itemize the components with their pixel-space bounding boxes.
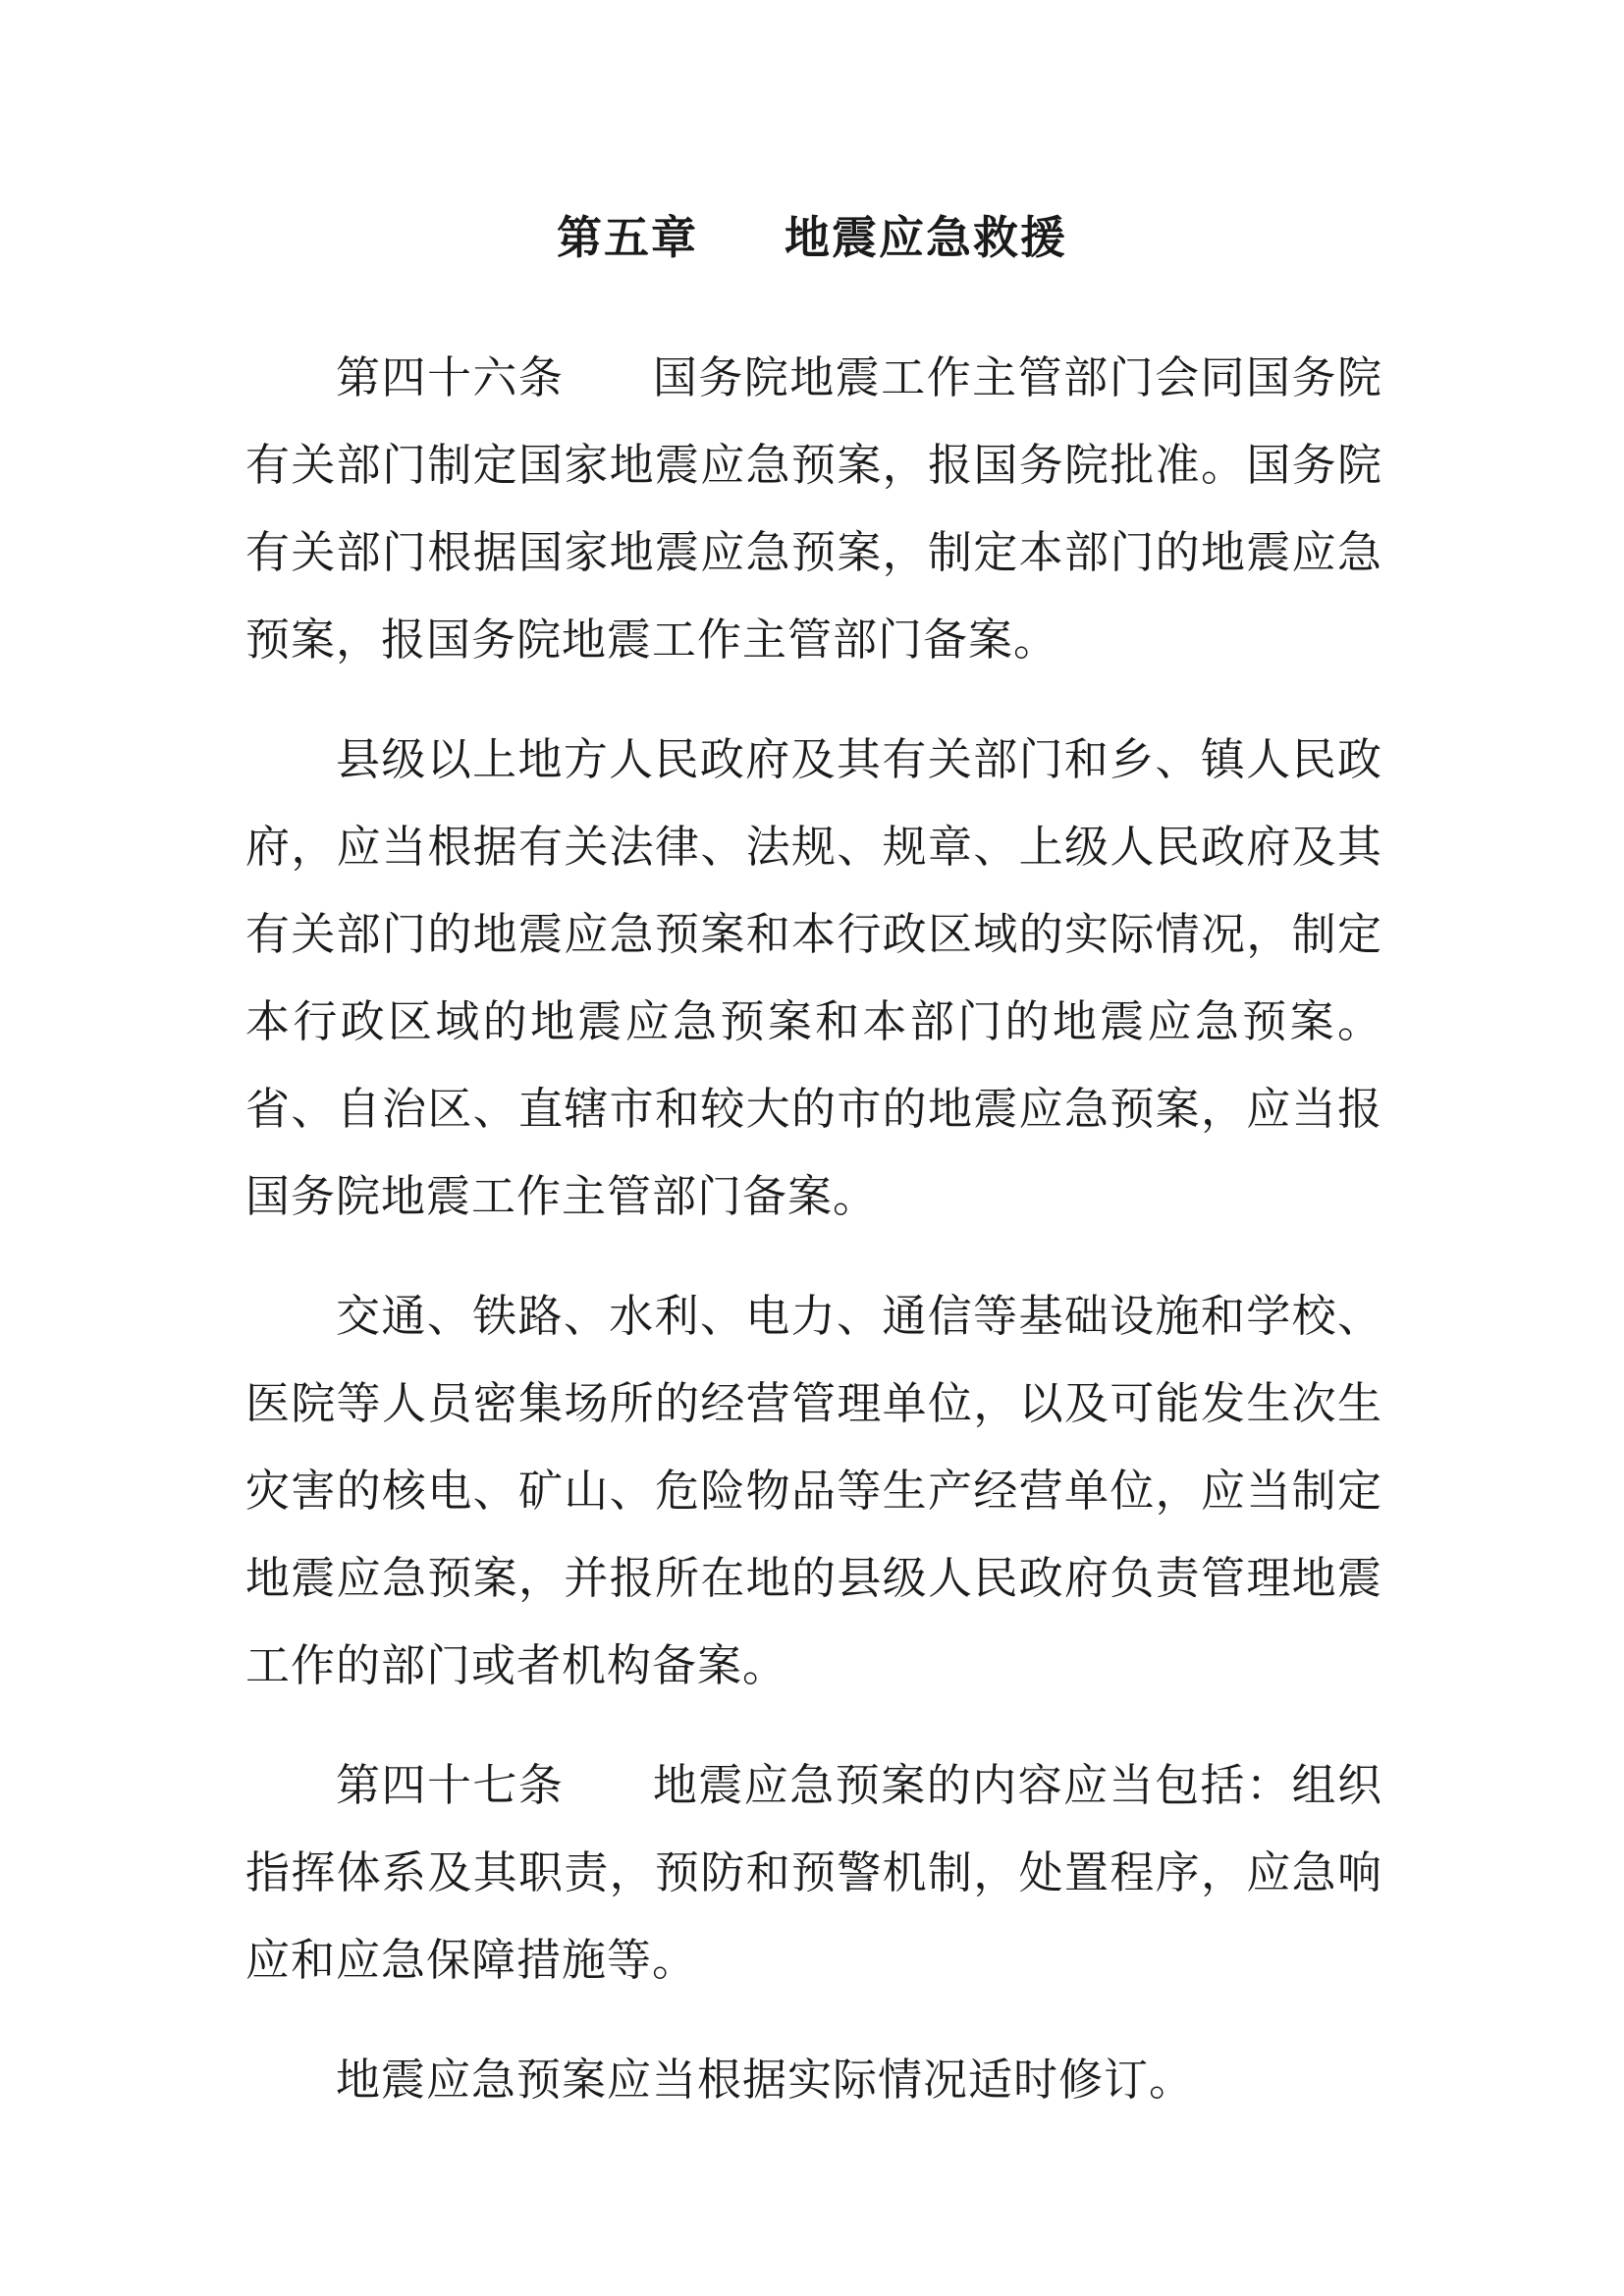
chapter-label: 第五章	[557, 211, 698, 264]
paragraph-infrastructure-plans	[245, 1272, 1382, 1709]
paragraph-revision	[245, 2036, 1382, 2123]
paragraph-local-plans	[245, 716, 1382, 1240]
paragraph-text: 地震应急预案的内容应当包括：组织指挥体系及其职责，预防和预警机制，处置程序，应急响应和应急保障措施等。	[245, 1759, 1382, 1986]
paragraph-article-46	[245, 334, 1382, 683]
chapter-heading	[0, 208, 1624, 267]
article-number: 第四十六条	[336, 351, 565, 403]
article-number: 第四十七条	[336, 1759, 565, 1811]
paragraph-text: 交通、铁路、水利、电力、通信等基础设施和学校、医院等人员密集场所的经营管理单位，以及可能发生次生灾害的核电、矿山、危险物品等生产经营单位，应当制定地震应急预案，并报所在地的县级人民政府负责管理地震工作的部门或者机构备案。	[245, 1290, 1382, 1691]
chapter-title: 地震应急救援	[785, 211, 1067, 264]
paragraph-article-47	[245, 1741, 1382, 2003]
paragraph-text: 国务院地震工作主管部门会同国务院有关部门制定国家地震应急预案，报国务院批准。国务院有关部门根据国家地震应急预案，制定本部门的地震应急预案，报国务院地震工作主管部门备案。	[245, 351, 1382, 666]
paragraph-text: 地震应急预案应当根据实际情况适时修订。	[336, 2054, 1195, 2106]
chapter-body	[245, 334, 1382, 2156]
paragraph-text: 县级以上地方人民政府及其有关部门和乡、镇人民政府，应当根据有关法律、法规、规章、上级人民政府及其有关部门的地震应急预案和本行政区域的实际情况，制定本行政区域的地震应急预案和本部门的地震应急预案。省、自治区、直辖市和较大的市的地震应急预案，应当报国务院地震工作主管部门备案。	[245, 733, 1382, 1222]
